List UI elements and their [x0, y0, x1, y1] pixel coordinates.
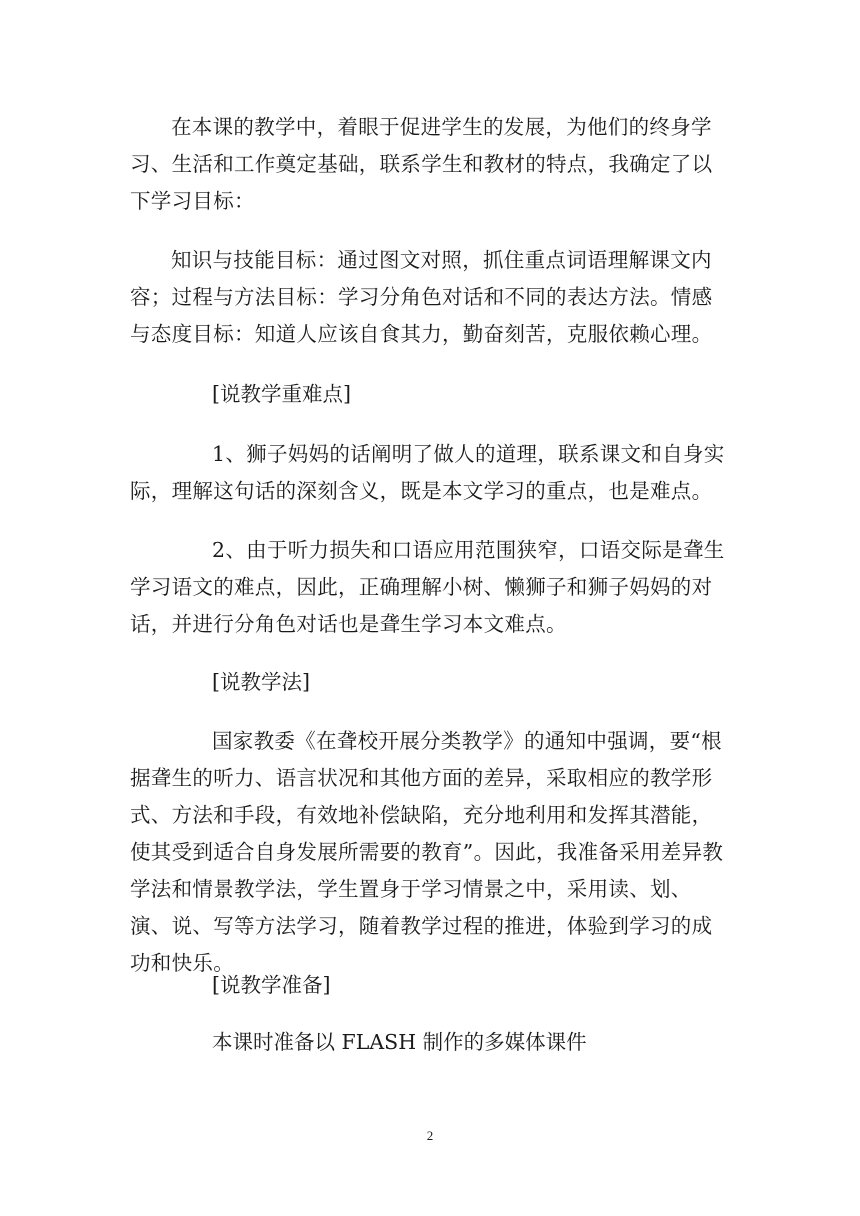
paragraph-difficulty-2: 2、由于听力损失和口语应用范围狭窄，口语交际是聋生学习语文的难点，因此，正确理解小树、懒狮子和狮子妈妈的对话，并进行分角色对话也是聋生学习本文难点。: [130, 538, 725, 636]
paragraph-difficulty-1: 1、狮子妈妈的话阐明了做人的道理，联系课文和自身实际，理解这句话的深刻含义，既是本文学习的重点，也是难点。: [130, 442, 725, 503]
paragraph-teaching-method: 国家教委《在聋校开展分类教学》的通知中强调，要“根据聋生的听力、语言状况和其他方面的差异，采取相应的教学形式、方法和手段，有效地补偿缺陷，充分地利用和发挥其潜能，使其受到适合自身发展所需要的教育”。因此，我准备采用差异教学法和情景教学法，学生置身于学习情景之中，采用读、划、演、说、写等方法学习，随着教学过程的推进，体验到学习的成功和快乐。: [130, 729, 724, 975]
paragraph-goals-detail: 知识与技能目标：通过图文对照，抓住重点词语理解课文内容；过程与方法目标：学习分角色对话和不同的表达方法。情感与态度目标：知道人应该自食其力，勤奋刻苦，克服依赖心理。: [130, 248, 713, 346]
heading-key-difficult-points: [说教学重难点]: [212, 382, 351, 406]
page-number: 2: [426, 1128, 434, 1143]
paragraph-goals-intro: 在本课的教学中，着眼于促进学生的发展，为他们的终身学习、生活和工作奠定基础，联系学生和教材的特点，我确定了以下学习目标：: [130, 115, 713, 213]
heading-teaching-preparation: [说教学准备]: [212, 973, 331, 997]
paragraph-preparation: 本课时准备以 FLASH 制作的多媒体课件: [212, 1030, 587, 1054]
heading-teaching-method: [说教学法]: [212, 670, 310, 694]
